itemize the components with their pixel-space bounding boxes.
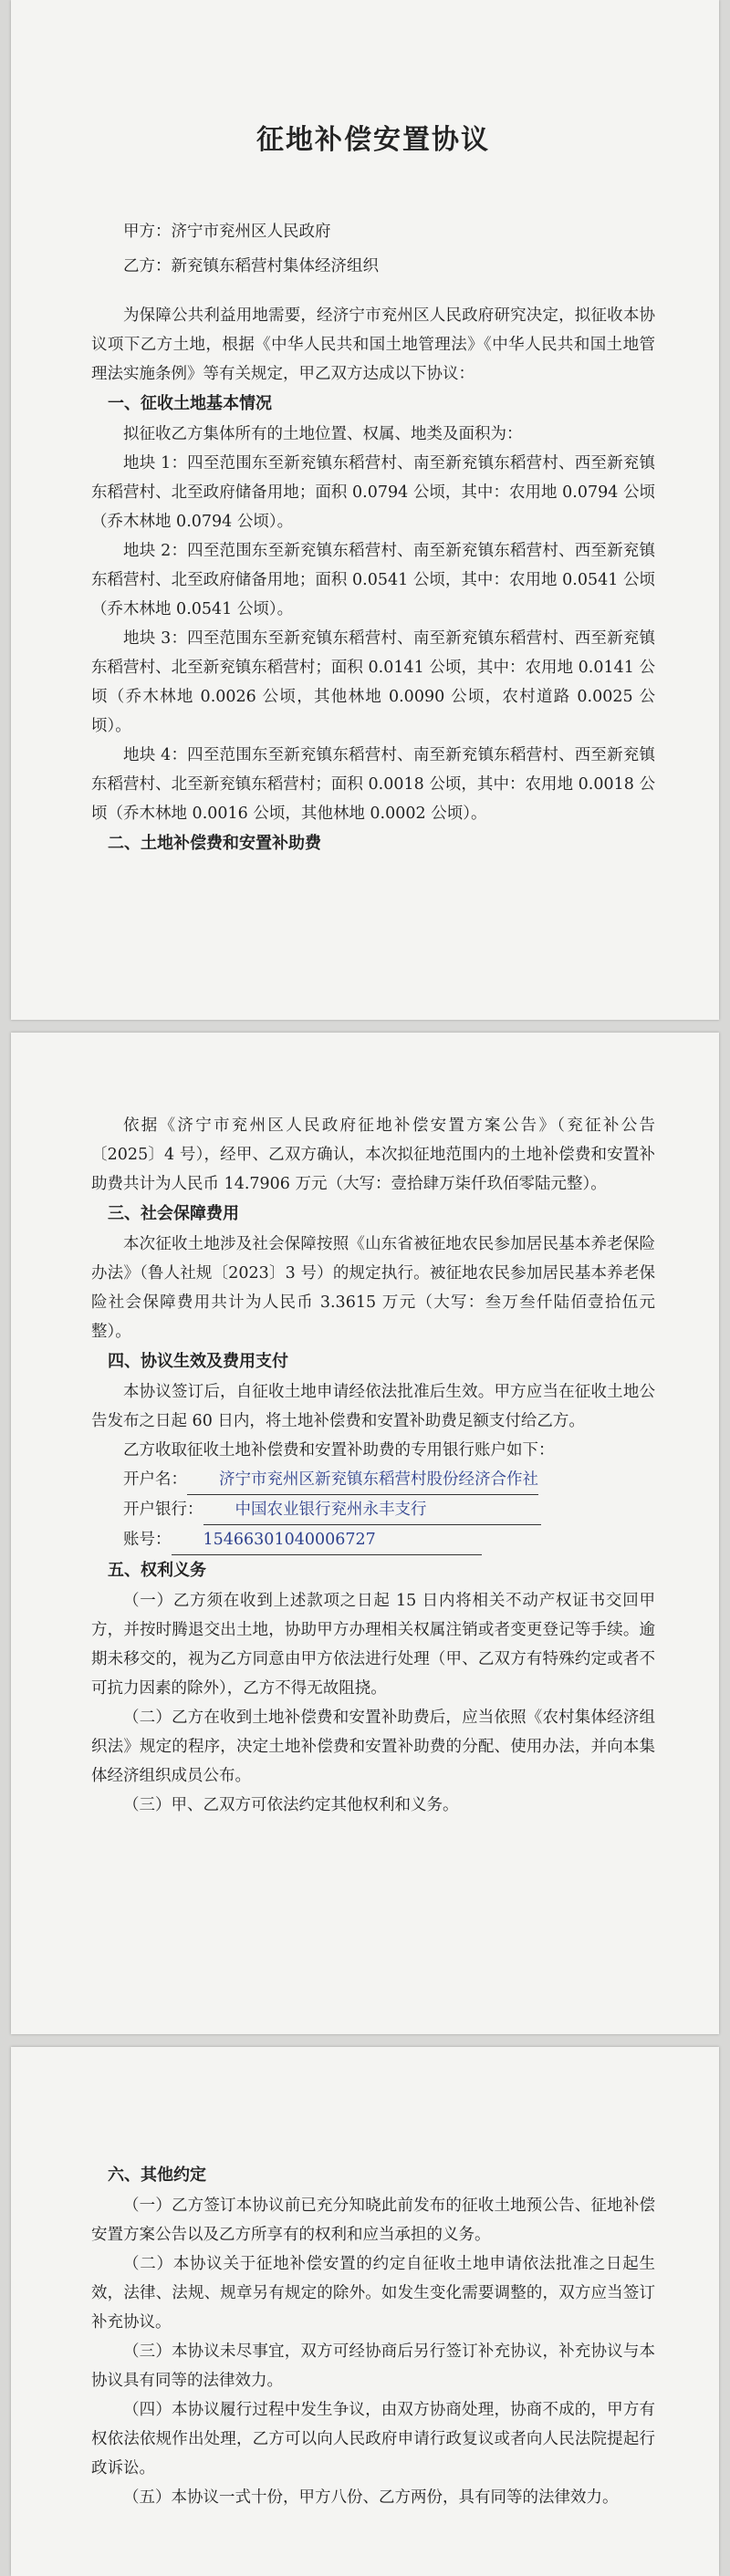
plot-2: 地块 2：四至范围东至新兖镇东稻营村、南至新兖镇东稻营村、西至新兖镇东稻营村、北至政府储备用地；面积 0.0541 公顷，其中：农用地 0.0541 公顷（乔木林地 0.0541 公顷）。: [91, 542, 655, 618]
section-3-text: 本次征收土地涉及社会保障按照《山东省被征地农民参加居民基本养老保险办法》（鲁人社规〔2023〕3 号）的规定执行。被征地农民参加居民基本养老保险社会保障费用共计为人民币 3.3615 万元（大写：叁万叁仟陆佰壹拾伍元整）。: [91, 1235, 655, 1341]
intro-paragraph: 为保障公共利益用地需要，经济宁市兖州区人民政府研究决定，拟征收本协议项下乙方土地，根据《中华人民共和国土地管理法》《中华人民共和国土地管理法实施条例》等有关规定，甲乙双方达成以下协议：: [91, 306, 655, 383]
section-2-text: 依据《济宁市兖州区人民政府征地补偿安置方案公告》（兖征补公告〔2025〕4 号），经甲、乙双方确认，本次拟征地范围内的土地补偿费和安置补助费共计为人民币 14.7906 万元（大写：壹拾肆万柒仟玖佰零陆元整）。: [91, 1117, 655, 1193]
account-name-value: 济宁市兖州区新兖镇东稻营村股份经济合作社: [187, 1465, 538, 1495]
section-5-heading: 五、权利义务: [108, 1561, 206, 1580]
rights-item-3: （三）甲、乙双方可依法约定其他权利和义务。: [123, 1796, 459, 1814]
account-name-row: [91, 1465, 655, 1495]
rights-item-2: （二）乙方在收到土地补偿费和安置补助费后，应当依照《农村集体经济组织法》规定的程序，决定土地补偿费和安置补助费的分配、使用办法，并向本集体经济组织成员公布。: [91, 1709, 655, 1785]
account-number-label: 账号：: [123, 1531, 172, 1549]
bank-label: 开户银行：: [123, 1501, 203, 1519]
section-4-text-1: 本协议签订后，自征收土地申请经依法批准后生效。甲方应当在征收土地公告发布之日起 60 日内，将土地补偿费和安置补助费足额支付给乙方。: [91, 1383, 655, 1430]
document-title: 征地补偿安置协议: [256, 124, 490, 156]
other-item-3: （三）本协议未尽事宜，双方可经协商后另行签订补充协议，补充协议与本协议具有同等的法律效力。: [91, 2342, 655, 2390]
document-page-2: [11, 1033, 719, 2034]
account-number-value: 15466301040006727: [172, 1525, 482, 1555]
other-item-5: （五）本协议一式十份，甲方八份、乙方两份，具有同等的法律效力。: [123, 2488, 619, 2507]
plot-1: 地块 1：四至范围东至新兖镇东稻营村、南至新兖镇东稻营村、西至新兖镇东稻营村、北至政府储备用地；面积 0.0794 公顷，其中：农用地 0.0794 公顷（乔木林地 0.0794 公顷）。: [91, 454, 655, 531]
bank-row: [91, 1495, 655, 1525]
bank-value: 中国农业银行兖州永丰支行: [203, 1495, 541, 1525]
section-1-heading: 一、征收土地基本情况: [108, 394, 272, 413]
rights-item-1: （一）乙方须在收到上述款项之日起 15 日内将相关不动产权证书交回甲方，并按时腾退交出土地，协助甲方办理相关权属注销或者变更登记等手续。逾期未移交的，视为乙方同意由甲方依法进行处理（甲、乙双方有特殊约定或者不可抗力因素的除外），乙方不得无故阻挠。: [91, 1592, 655, 1698]
other-item-2: （二）本协议关于征地补偿安置的约定自征收土地申请依法批准之日起生效，法律、法规、规章另有规定的除外。如发生变化需要调整的，双方应当签订补充协议。: [91, 2255, 655, 2332]
account-number-row: [91, 1525, 655, 1555]
document-page-3: [11, 2047, 719, 2576]
plot-4: 地块 4：四至范围东至新兖镇东稻营村、南至新兖镇东稻营村、西至新兖镇东稻营村、北至新兖镇东稻营村；面积 0.0018 公顷，其中：农用地 0.0018 公顷（乔木林地 0.0016 公顷，其他林地 0.0002 公顷）。: [91, 746, 655, 823]
other-item-4: （四）本协议履行过程中发生争议，由双方协商处理，协商不成的，甲方有权依法依规作出处理，乙方可以向人民政府申请行政复议或者向人民法院提起行政诉讼。: [91, 2401, 655, 2477]
party-b: 乙方：新兖镇东稻营村集体经济组织: [123, 257, 379, 275]
section-2-heading: 二、土地补偿费和安置补助费: [108, 834, 321, 853]
other-item-1: （一）乙方签订本协议前已充分知晓此前发布的征收土地预公告、征地补偿安置方案公告以及乙方所享有的权利和应当承担的义务。: [91, 2197, 655, 2244]
section-4-heading: 四、协议生效及费用支付: [108, 1352, 288, 1371]
document-page-1: [11, 0, 719, 1020]
account-name-label: 开户名：: [123, 1470, 187, 1489]
plot-3: 地块 3：四至范围东至新兖镇东稻营村、南至新兖镇东稻营村、西至新兖镇东稻营村、北至新兖镇东稻营村；面积 0.0141 公顷，其中：农用地 0.0141 公顷（乔木林地 0.0026 公顷，其他林地 0.0090 公顷，农村道路 0.0025 公顷）。: [91, 629, 655, 735]
section-1-lead: 拟征收乙方集体所有的土地位置、权属、地类及面积为：: [123, 425, 523, 443]
section-6-heading: 六、其他约定: [108, 2166, 206, 2185]
section-4-text-2: 乙方收取征收土地补偿费和安置补助费的专用银行账户如下：: [123, 1441, 555, 1459]
section-3-heading: 三、社会保障费用: [108, 1204, 239, 1223]
party-a: 甲方：济宁市兖州区人民政府: [123, 223, 331, 241]
